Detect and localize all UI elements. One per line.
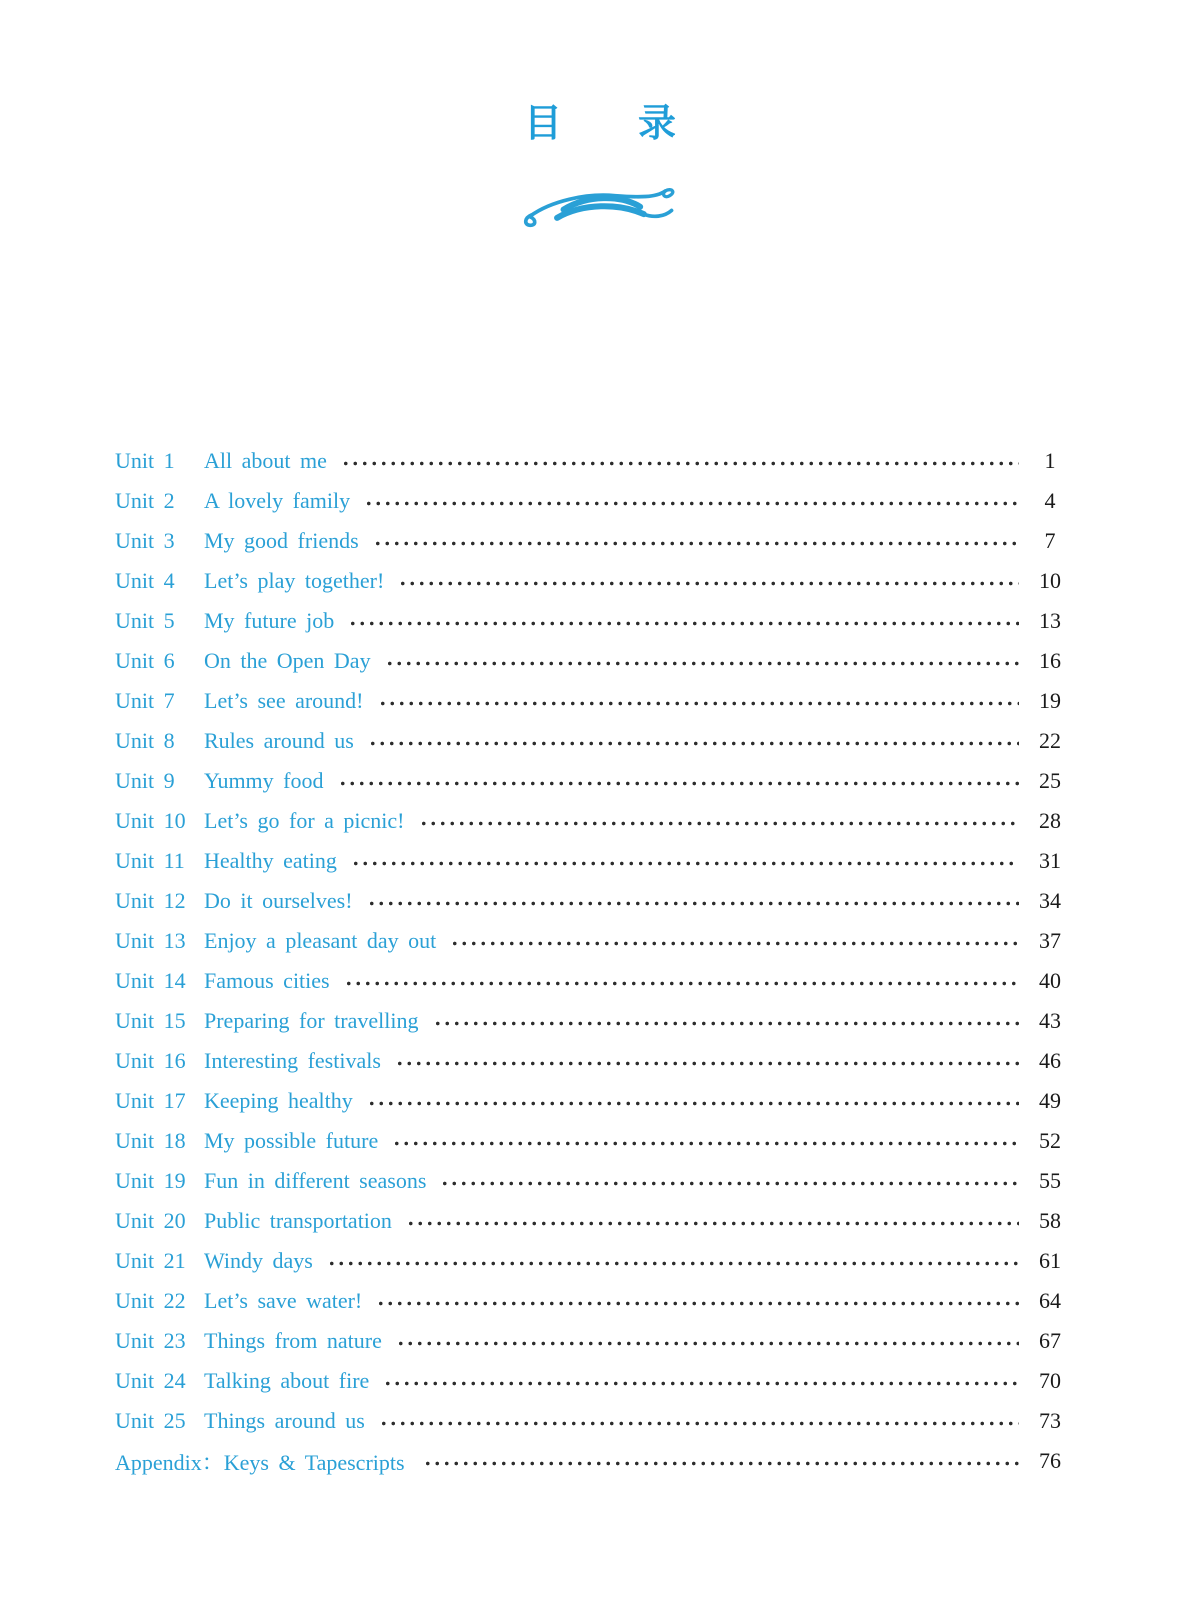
- toc-entry-title: Things around us: [204, 1408, 365, 1433]
- toc-list: [115, 441, 1073, 1481]
- toc-page-number: 19: [1039, 688, 1061, 713]
- toc-page-number: 64: [1039, 1288, 1061, 1313]
- toc-unit-label: Unit 16: [115, 1048, 186, 1073]
- dot-leader: [351, 861, 1019, 866]
- toc-row: [115, 761, 1073, 801]
- toc-unit-label: Unit 10: [115, 808, 186, 833]
- toc-row: [115, 441, 1073, 481]
- toc-entry-title: Let’s save water!: [204, 1288, 363, 1313]
- toc-unit-label: Unit 3: [115, 528, 175, 553]
- toc-entry-title: Let’s go for a picnic!: [204, 808, 405, 833]
- toc-entry-title: My good friends: [204, 528, 359, 553]
- dot-leader: [367, 901, 1019, 906]
- toc-entry-title: Let’s play together!: [204, 568, 385, 593]
- toc-page-number: 28: [1039, 808, 1061, 833]
- toc-entry-title: Windy days: [204, 1248, 313, 1273]
- toc-entry-title: Enjoy a pleasant day out: [204, 928, 437, 953]
- toc-page-number: 55: [1039, 1168, 1061, 1193]
- dot-leader: [433, 1021, 1020, 1026]
- toc-page-number: 73: [1039, 1408, 1061, 1433]
- toc-page-number: 7: [1044, 528, 1056, 553]
- toc-entry-title: A lovely family: [204, 488, 351, 513]
- toc-entry-title: Keeping healthy: [204, 1088, 353, 1113]
- toc-unit-label: Unit 6: [115, 648, 175, 673]
- dot-leader: [395, 1061, 1019, 1066]
- toc-page-number: 16: [1039, 648, 1061, 673]
- page-header: [0, 0, 1200, 228]
- dot-leader: [406, 1221, 1019, 1226]
- toc-row: [115, 1401, 1073, 1441]
- toc-unit-label: Unit 14: [115, 968, 186, 993]
- toc-row: [115, 1441, 1073, 1481]
- toc-entry-title: Interesting festivals: [204, 1048, 381, 1073]
- dot-leader: [367, 1101, 1019, 1106]
- dot-leader: [338, 781, 1020, 786]
- toc-unit-label: Unit 18: [115, 1128, 186, 1153]
- toc-entry-title: Talking about fire: [204, 1368, 370, 1393]
- dot-leader: [396, 1341, 1019, 1346]
- toc-unit-label: Unit 15: [115, 1008, 186, 1033]
- toc-entry-title: Public transportation: [204, 1208, 392, 1233]
- toc-unit-label: Unit 1: [115, 448, 175, 473]
- toc-entry-title: Do it ourselves!: [204, 888, 353, 913]
- toc-row: [115, 961, 1073, 1001]
- toc-row: [115, 481, 1073, 521]
- toc-row: [115, 841, 1073, 881]
- toc-unit-label: Appendix：Keys & Tapescripts: [115, 1449, 405, 1475]
- toc-page-number: 43: [1039, 1008, 1061, 1033]
- dot-leader: [368, 741, 1019, 746]
- toc-entry-title: Healthy eating: [204, 848, 337, 873]
- page-title-char-left: 目: [523, 103, 562, 145]
- toc-entry-title: All about me: [204, 448, 327, 473]
- toc-page-number: 34: [1039, 888, 1061, 913]
- toc-page-number: 13: [1039, 608, 1061, 633]
- toc-unit-label: Unit 12: [115, 888, 186, 913]
- toc-unit-label: Unit 7: [115, 688, 175, 713]
- toc-page-number: 31: [1039, 848, 1061, 873]
- toc-unit-label: Unit 11: [115, 848, 185, 873]
- toc-entry-title: Fun in different seasons: [204, 1168, 427, 1193]
- toc-unit-label: Unit 5: [115, 608, 175, 633]
- dot-leader: [379, 1421, 1019, 1426]
- toc-row: [115, 1321, 1073, 1361]
- dot-leader: [373, 541, 1019, 546]
- toc-page-number: 22: [1039, 728, 1061, 753]
- toc-page-number: 10: [1039, 568, 1061, 593]
- toc-unit-label: Unit 23: [115, 1328, 186, 1353]
- toc-entry-title: Rules around us: [204, 728, 354, 753]
- toc-page-number: 49: [1039, 1088, 1061, 1113]
- toc-page-number: 61: [1039, 1248, 1061, 1273]
- toc-row: [115, 1001, 1073, 1041]
- toc-row: [115, 1081, 1073, 1121]
- toc-row: [115, 921, 1073, 961]
- toc-row: [115, 681, 1073, 721]
- toc-entry-title: Yummy food: [204, 768, 324, 793]
- toc-page-number: 52: [1039, 1128, 1061, 1153]
- toc-entry-title: My future job: [204, 608, 335, 633]
- toc-page-number: 46: [1039, 1048, 1061, 1073]
- dot-leader: [344, 981, 1019, 986]
- dot-leader: [383, 1381, 1019, 1386]
- toc-row: [115, 1121, 1073, 1161]
- toc-row: [115, 1161, 1073, 1201]
- dot-leader: [450, 941, 1019, 946]
- dot-leader: [423, 1461, 1019, 1466]
- toc-row: [115, 1241, 1073, 1281]
- dot-leader: [419, 821, 1020, 826]
- toc-page-number: 37: [1039, 928, 1061, 953]
- toc-entry-title: Let’s see around!: [204, 688, 364, 713]
- toc-row: [115, 1041, 1073, 1081]
- toc-row: [115, 881, 1073, 921]
- toc-unit-label: Unit 2: [115, 488, 175, 513]
- toc-row: [115, 561, 1073, 601]
- dot-leader: [385, 661, 1019, 666]
- dot-leader: [440, 1181, 1019, 1186]
- toc-row: [115, 1361, 1073, 1401]
- toc-unit-label: Unit 4: [115, 568, 175, 593]
- dot-leader: [327, 1261, 1019, 1266]
- toc-unit-label: Unit 13: [115, 928, 186, 953]
- toc-page-number: 58: [1039, 1208, 1061, 1233]
- toc-unit-label: Unit 17: [115, 1088, 186, 1113]
- toc-row: [115, 721, 1073, 761]
- page-title-char-right: 录: [638, 103, 677, 145]
- toc-page-number: 4: [1044, 488, 1056, 513]
- dot-leader: [392, 1141, 1019, 1146]
- toc-unit-label: Unit 9: [115, 768, 175, 793]
- toc-row: [115, 601, 1073, 641]
- calligraphic-swash-icon: [514, 180, 686, 228]
- toc-entry-title: Preparing for travelling: [204, 1008, 419, 1033]
- toc-entry-title: Things from nature: [204, 1328, 382, 1353]
- toc-row: [115, 801, 1073, 841]
- toc-row: [115, 1201, 1073, 1241]
- toc-unit-label: Unit 20: [115, 1208, 186, 1233]
- toc-unit-label: Unit 22: [115, 1288, 186, 1313]
- dot-leader: [398, 581, 1019, 586]
- toc-entry-title: My possible future: [204, 1128, 379, 1153]
- toc-unit-label: Unit 8: [115, 728, 175, 753]
- toc-entry-title: On the Open Day: [204, 648, 371, 673]
- toc-row: [115, 1281, 1073, 1321]
- toc-row: [115, 521, 1073, 561]
- toc-unit-label: Unit 21: [115, 1248, 186, 1273]
- dot-leader: [378, 701, 1020, 706]
- toc-page-number: 76: [1039, 1448, 1061, 1473]
- toc-page-number: 25: [1039, 768, 1061, 793]
- dot-leader: [376, 1301, 1019, 1306]
- toc-page-number: 1: [1044, 448, 1056, 473]
- toc-unit-label: Unit 24: [115, 1368, 186, 1393]
- dot-leader: [348, 621, 1019, 626]
- flourish-divider: [0, 180, 1200, 228]
- toc-page-number: 67: [1039, 1328, 1061, 1353]
- toc-page-number: 40: [1039, 968, 1061, 993]
- toc-row: [115, 641, 1073, 681]
- page-title: [0, 104, 1200, 144]
- dot-leader: [341, 461, 1019, 466]
- toc-unit-label: Unit 19: [115, 1168, 186, 1193]
- toc-unit-label: Unit 25: [115, 1408, 186, 1433]
- toc-entry-title: Famous cities: [204, 968, 330, 993]
- dot-leader: [364, 501, 1019, 506]
- toc-page-number: 70: [1039, 1368, 1061, 1393]
